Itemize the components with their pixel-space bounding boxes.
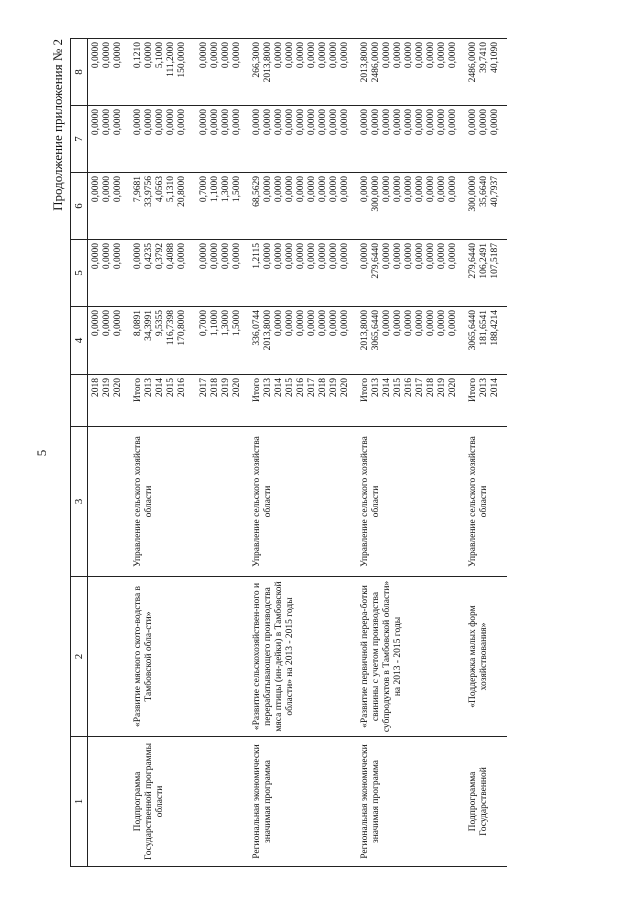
value-col7: 0,0000 — [404, 108, 414, 135]
value-col8: 0,0000 — [329, 41, 339, 68]
year-line: 2019 — [221, 377, 231, 397]
table-row — [130, 38, 249, 866]
value-col6: 0,0000 — [102, 175, 112, 202]
value-col5 — [188, 243, 199, 303]
value-col6: 0,0000 — [382, 175, 392, 202]
value-col4: 336,0744 — [252, 309, 262, 346]
value-col5: 0,0000 — [91, 242, 101, 269]
value-col6: 0,7000 — [199, 175, 209, 202]
column-header-4: 4 — [71, 306, 88, 374]
value-col7 — [188, 109, 199, 169]
year-line: 2020 — [232, 377, 242, 397]
value-col8: 0,1210 — [133, 41, 143, 68]
year-line: 2018 — [210, 377, 220, 397]
value-col6: 33,9756 — [144, 175, 154, 207]
program-name-cell — [357, 576, 465, 736]
value-col6: 35,6640 — [479, 175, 489, 207]
table-row — [88, 38, 130, 866]
value-col8: 39,7410 — [479, 41, 489, 73]
value-col4: 170,8000 — [177, 309, 187, 346]
year-line: 2014 — [155, 377, 165, 397]
year-line: 2018 — [426, 377, 436, 397]
value-col6: 5,1310 — [166, 175, 176, 202]
value-col5: 0,0000 — [113, 242, 123, 269]
table-row — [465, 38, 507, 866]
value-col4: 0,0000 — [393, 309, 403, 336]
value-col4: 0,0000 — [296, 309, 306, 336]
year-line: 2020 — [448, 377, 458, 397]
year-line: 2017 — [415, 377, 425, 397]
year-line: 2019 — [102, 377, 112, 397]
value-col7: 0,0000 — [263, 108, 273, 135]
value-col4: 9,5355 — [155, 309, 165, 336]
value-col7: 0,0000 — [177, 108, 187, 135]
year-line: 2014 — [490, 377, 500, 397]
value-col4: 0,0000 — [91, 309, 101, 336]
value-col8: 0,0000 — [382, 41, 392, 68]
value-col5: 0,0000 — [221, 242, 231, 269]
executor-cell — [130, 426, 249, 576]
value-col5-cell — [249, 239, 357, 306]
value-col7: 0,0000 — [199, 108, 209, 135]
column-header-7: 7 — [71, 105, 88, 172]
value-col8: 0,0000 — [285, 41, 295, 68]
value-col7: 0,0000 — [166, 108, 176, 135]
value-col5: 0,4088 — [166, 242, 176, 269]
value-col5: 0,0000 — [318, 242, 328, 269]
budget-table — [70, 38, 507, 867]
value-col6: 0,0000 — [329, 175, 339, 202]
executor-cell — [357, 426, 465, 576]
value-col4: 0,0000 — [415, 309, 425, 336]
value-col4: 0,0000 — [426, 309, 436, 336]
column-header-6: 6 — [71, 172, 88, 239]
value-col7: 0,0000 — [274, 108, 284, 135]
executor-cell-text: Управление сельского хозяйства области — [252, 435, 273, 567]
value-col5-cell — [465, 239, 507, 306]
value-col5: 0,0000 — [329, 242, 339, 269]
program-name-cell — [465, 576, 507, 736]
year-cell — [357, 374, 465, 426]
value-col6: 40,7937 — [490, 175, 500, 207]
value-col8: 0,0000 — [393, 41, 403, 68]
value-col6: 0,0000 — [91, 175, 101, 202]
value-col6: 0,0000 — [340, 175, 350, 202]
value-col5: 1,2115 — [252, 242, 262, 269]
year-cell — [130, 374, 249, 426]
document-page — [30, 33, 610, 873]
value-col8: 0,0000 — [340, 41, 350, 68]
value-col7: 0,0000 — [307, 108, 317, 135]
value-col4: 2013,8000 — [360, 309, 370, 350]
value-col7: 0,0000 — [490, 108, 500, 135]
value-col4-cell — [249, 306, 357, 374]
value-col7: 0,0000 — [113, 108, 123, 135]
value-col4: 0,0000 — [382, 309, 392, 336]
program-type-cell — [465, 736, 507, 866]
table-row — [249, 38, 357, 866]
value-col5: 0,0000 — [296, 242, 306, 269]
year-line: 2017 — [307, 377, 317, 397]
value-col4-cell — [130, 306, 249, 374]
value-col6: 1,3000 — [221, 175, 231, 202]
value-col6-cell — [249, 172, 357, 239]
value-col6: 4,0563 — [155, 175, 165, 202]
value-col7: 0,0000 — [415, 108, 425, 135]
value-col4: 0,0000 — [340, 309, 350, 336]
value-col5: 0,0000 — [340, 242, 350, 269]
appendix-caption: Продолжение приложения № 2 — [50, 38, 65, 211]
year-line: 2018 — [318, 377, 328, 397]
value-col4 — [188, 310, 199, 371]
value-col6-cell — [465, 172, 507, 239]
value-col4: 0,0000 — [437, 309, 447, 336]
value-col5: 0,0000 — [437, 242, 447, 269]
value-col6: 0,0000 — [415, 175, 425, 202]
value-col5: 0,0000 — [360, 242, 370, 269]
value-col4: 181,6541 — [479, 309, 489, 346]
value-col4-cell — [357, 306, 465, 374]
year-line: Итого — [360, 377, 370, 402]
value-col7-cell — [357, 105, 465, 172]
value-col4: 3065,6440 — [468, 309, 478, 350]
value-col5: 0,0000 — [285, 242, 295, 269]
year-line: Итого — [468, 377, 478, 402]
year-line: 2017 — [199, 377, 209, 397]
value-col7: 0,0000 — [340, 108, 350, 135]
value-col4: 0,0000 — [307, 309, 317, 336]
value-col4: 0,0000 — [274, 309, 284, 336]
year-line: 2014 — [382, 377, 392, 397]
value-col5: 0,4235 — [144, 242, 154, 269]
value-col8-cell — [88, 38, 130, 105]
value-col4: 0,0000 — [318, 309, 328, 336]
program-name-cell — [249, 576, 357, 736]
value-col8: 0,0000 — [91, 41, 101, 68]
value-col6: 0,0000 — [426, 175, 436, 202]
value-col4: 1,3000 — [221, 309, 231, 336]
program-type-cell-text: Подпрограмма Государственной — [468, 766, 489, 836]
year-cell — [465, 374, 507, 426]
year-line: 2016 — [404, 377, 414, 397]
value-col5: 106,2491 — [479, 242, 489, 279]
program-type-cell-text: Региональная экономически значимая программа — [252, 743, 273, 859]
value-col4: 34,3991 — [144, 309, 154, 341]
program-name-cell-text: «Развитие сельскохозяйствен-ного и перерабатывающего производства мяса птицы (ин-дейки) в Тамбовской области» на 2013 - 2015 годы — [252, 580, 295, 732]
value-col8: 0,0000 — [307, 41, 317, 68]
program-name-cell-text: «Развитие первичной перера-ботки свинины с учетом производства субпродуктов в Тамбовской области» на 2013 - 2015 годы — [360, 580, 403, 732]
value-col8: 0,0000 — [144, 41, 154, 68]
value-col5: 0,0000 — [307, 242, 317, 269]
value-col7: 0,0000 — [210, 108, 220, 135]
value-col7-cell — [249, 105, 357, 172]
year-line: 2020 — [113, 377, 123, 397]
column-header-8: 8 — [71, 38, 88, 105]
value-col4: 0,0000 — [404, 309, 414, 336]
value-col8: 0,0000 — [113, 41, 123, 68]
value-col6: 0,0000 — [307, 175, 317, 202]
value-col4: 1,1000 — [210, 309, 220, 336]
year-line: 2016 — [296, 377, 306, 397]
value-col7-cell — [465, 105, 507, 172]
value-col5: 0,0000 — [274, 242, 284, 269]
value-col7-cell — [130, 105, 249, 172]
value-col6: 20,8000 — [177, 175, 187, 207]
value-col7: 0,0000 — [382, 108, 392, 135]
value-col7: 0,0000 — [479, 108, 489, 135]
value-col5-cell — [357, 239, 465, 306]
value-col7: 0,0000 — [448, 108, 458, 135]
value-col7: 0,0000 — [252, 108, 262, 135]
value-col4: 1,5000 — [232, 309, 242, 336]
value-col7: 0,0000 — [155, 108, 165, 135]
value-col6 — [188, 176, 199, 236]
value-col4: 0,0000 — [448, 309, 458, 336]
value-col7: 0,0000 — [296, 108, 306, 135]
executor-cell-text: Управление сельского хозяйства области — [133, 435, 154, 567]
value-col7: 0,0000 — [144, 108, 154, 135]
column-header-1: 1 — [71, 736, 88, 866]
value-col8: 5,1000 — [155, 41, 165, 68]
value-col5: 0,0000 — [263, 242, 273, 269]
value-col5: 0,0000 — [426, 242, 436, 269]
value-col8: 2013,8000 — [360, 41, 370, 82]
column-header-5: 5 — [71, 239, 88, 306]
value-col8: 2486,0000 — [371, 41, 381, 82]
value-col6: 0,0000 — [448, 175, 458, 202]
year-line: 2015 — [393, 377, 403, 397]
value-col4: 0,0000 — [113, 309, 123, 336]
value-col5: 0,0000 — [404, 242, 414, 269]
value-col7: 0,0000 — [221, 108, 231, 135]
value-col6: 1,1000 — [210, 175, 220, 202]
value-col5: 0,0000 — [415, 242, 425, 269]
value-col4: 0,0000 — [102, 309, 112, 336]
year-line: 2014 — [274, 377, 284, 397]
value-col6: 0,0000 — [113, 175, 123, 202]
value-col7: 0,0000 — [318, 108, 328, 135]
value-col8: 0,0000 — [437, 41, 447, 68]
column-number-row — [71, 38, 88, 866]
year-line: 2013 — [371, 377, 381, 397]
value-col7: 0,0000 — [468, 108, 478, 135]
value-col8: 2013,8000 — [263, 41, 273, 82]
value-col8: 0,0000 — [296, 41, 306, 68]
value-col6: 300,0000 — [371, 175, 381, 212]
year-line: 2019 — [329, 377, 339, 397]
value-col7: 0,0000 — [426, 108, 436, 135]
program-name-cell-text: «Развитие мясного ското-водства в Тамбовской обла-сти» — [133, 585, 154, 727]
value-col5: 279,6440 — [468, 242, 478, 279]
year-line: 2018 — [91, 377, 101, 397]
year-line: Итого — [133, 377, 143, 402]
value-col5: 0,0000 — [133, 242, 143, 269]
value-col4-cell — [465, 306, 507, 374]
value-col5: 0,0000 — [210, 242, 220, 269]
value-col8: 0,0000 — [232, 41, 242, 68]
value-col8: 0,0000 — [274, 41, 284, 68]
year-line: 2015 — [285, 377, 295, 397]
value-col4: 8,0891 — [133, 309, 143, 336]
value-col6-cell — [88, 172, 130, 239]
value-col8: 266,3000 — [252, 41, 262, 78]
column-header-3: 3 — [71, 426, 88, 576]
value-col8: 0,0000 — [448, 41, 458, 68]
year-cell — [88, 374, 130, 426]
program-type-cell — [88, 736, 130, 866]
value-col4: 116,7398 — [166, 309, 176, 345]
year-line: 2020 — [340, 377, 350, 397]
value-col5: 0,0000 — [102, 242, 112, 269]
executor-cell — [88, 426, 130, 576]
value-col8: 0,0000 — [426, 41, 436, 68]
value-col6-cell — [130, 172, 249, 239]
executor-cell-text: Управление сельского хозяйства области — [360, 435, 381, 567]
value-col5: 0,0000 — [232, 242, 242, 269]
value-col7: 0,0000 — [393, 108, 403, 135]
value-col6: 0,0000 — [437, 175, 447, 202]
value-col5: 0,0000 — [382, 242, 392, 269]
value-col7: 0,0000 — [91, 108, 101, 135]
value-col4: 0,7000 — [199, 309, 209, 336]
value-col6: 7,9681 — [133, 175, 143, 202]
value-col8: 0,0000 — [318, 41, 328, 68]
value-col5-cell — [130, 239, 249, 306]
table-body — [88, 38, 507, 866]
value-col5-cell — [88, 239, 130, 306]
value-col8: 40,1090 — [490, 41, 500, 73]
program-type-cell — [357, 736, 465, 866]
program-type-cell-text: Подпрограмма Государственной программы области — [133, 742, 165, 860]
value-col6: 0,0000 — [274, 175, 284, 202]
year-line: 2013 — [479, 377, 489, 397]
program-name-cell-text: «Поддержка малых форм хозяйствования» — [468, 604, 489, 708]
value-col6: 1,5000 — [232, 175, 242, 202]
column-header-2: 2 — [71, 576, 88, 736]
value-col7: 0,0000 — [102, 108, 112, 135]
page-number: 5 — [34, 449, 49, 456]
value-col8-cell — [130, 38, 249, 105]
value-col5: 0,0000 — [177, 242, 187, 269]
column-header-3b — [71, 374, 88, 426]
value-col6: 300,0000 — [468, 175, 478, 212]
value-col8-cell — [465, 38, 507, 105]
value-col5: 279,6440 — [371, 242, 381, 279]
executor-cell-text: Управление сельского хозяйства области — [468, 435, 489, 567]
value-col7: 0,0000 — [285, 108, 295, 135]
year-line: Итого — [252, 377, 262, 402]
value-col8: 0,0000 — [210, 41, 220, 68]
value-col8: 0,0000 — [102, 41, 112, 68]
year-line: 2013 — [144, 377, 154, 397]
year-line: 2015 — [166, 377, 176, 397]
year-line — [188, 378, 199, 423]
value-col4: 188,4214 — [490, 309, 500, 346]
value-col8: 0,0000 — [221, 41, 231, 68]
program-name-cell — [130, 576, 249, 736]
program-type-cell — [249, 736, 357, 866]
value-col7: 0,0000 — [437, 108, 447, 135]
table-row — [357, 38, 465, 866]
value-col5: 0,0000 — [199, 242, 209, 269]
value-col4-cell — [88, 306, 130, 374]
value-col8: 111,2000 — [166, 41, 176, 77]
value-col6-cell — [357, 172, 465, 239]
value-col6: 0,0000 — [360, 175, 370, 202]
value-col7: 0,0000 — [371, 108, 381, 135]
value-col7: 0,0000 — [133, 108, 143, 135]
value-col8: 150,0000 — [177, 41, 187, 78]
year-line: 2016 — [177, 377, 187, 397]
value-col8: 0,0000 — [415, 41, 425, 68]
year-line: 2019 — [437, 377, 447, 397]
value-col5: 0,0000 — [448, 242, 458, 269]
value-col8-cell — [249, 38, 357, 105]
value-col5: 0,0000 — [393, 242, 403, 269]
value-col7: 0,0000 — [329, 108, 339, 135]
value-col6: 0,0000 — [263, 175, 273, 202]
value-col6: 0,0000 — [393, 175, 403, 202]
year-cell — [249, 374, 357, 426]
value-col6: 0,0000 — [404, 175, 414, 202]
year-line: 2013 — [263, 377, 273, 397]
value-col7: 0,0000 — [232, 108, 242, 135]
program-name-cell — [88, 576, 130, 736]
value-col4: 3065,6440 — [371, 309, 381, 350]
value-col6: 0,0000 — [318, 175, 328, 202]
value-col8-cell — [357, 38, 465, 105]
value-col4: 0,0000 — [329, 309, 339, 336]
value-col4: 0,0000 — [285, 309, 295, 336]
value-col8: 0,0000 — [199, 41, 209, 68]
value-col8 — [188, 42, 199, 102]
value-col6: 68,5629 — [252, 175, 262, 207]
value-col5: 0,3792 — [155, 242, 165, 269]
value-col8: 0,0000 — [404, 41, 414, 68]
program-type-cell-text: Региональная экономически значимая программа — [360, 743, 381, 859]
value-col7: 0,0000 — [360, 108, 370, 135]
value-col6: 0,0000 — [296, 175, 306, 202]
value-col4: 2013,8000 — [263, 309, 273, 350]
value-col7-cell — [88, 105, 130, 172]
value-col8: 2486,0000 — [468, 41, 478, 82]
value-col5: 107,5187 — [490, 242, 500, 279]
program-type-cell — [130, 736, 249, 866]
executor-cell — [249, 426, 357, 576]
value-col6: 0,0000 — [285, 175, 295, 202]
executor-cell — [465, 426, 507, 576]
